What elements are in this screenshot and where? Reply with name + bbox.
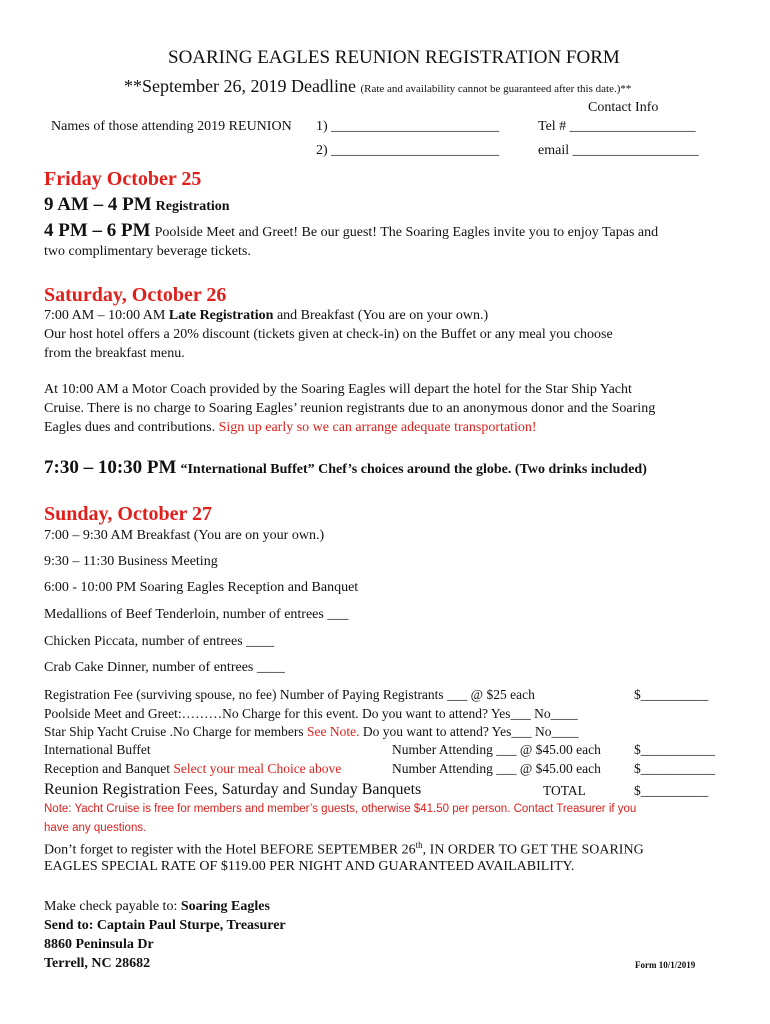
poolside-attend[interactable]: Poolside Meet and Greet:………No Charge for this event. Do you want to attend? Yes___ No____	[44, 706, 578, 721]
total-label: Reunion Registration Fees, Saturday and Sunday Banquets	[44, 781, 422, 798]
hotel-notice-sup: th	[415, 840, 423, 850]
coach-red: Sign up early so we can arrange adequate transportation!	[218, 420, 537, 435]
deadline-note: (Rate and availability cannot be guaranteed after this date.)**	[360, 83, 632, 95]
city-address: Terrell, NC 28682	[44, 956, 151, 971]
buffet-line	[44, 457, 647, 479]
hotel-notice-2: EAGLES SPECIAL RATE OF $119.00 PER NIGHT AND GUARANTEED AVAILABILITY.	[44, 859, 575, 874]
reception-line	[44, 761, 341, 777]
yacht-text: Star Ship Yacht Cruise .No Charge for members	[44, 724, 304, 739]
sunday-line-2: 9:30 – 11:30 Business Meeting	[44, 554, 218, 569]
meet-time: 4 PM – 6 PM	[44, 220, 151, 241]
beef-entrees[interactable]: Medallions of Beef Tenderloin, number of entrees ___	[44, 607, 349, 622]
email-field[interactable]: email __________________	[538, 143, 699, 158]
tel-field[interactable]: Tel # __________________	[538, 119, 696, 134]
reg-time: 9 AM – 4 PM	[44, 194, 152, 215]
form-title: SOARING EAGLES REUNION REGISTRATION FORM	[168, 47, 620, 68]
name1-field[interactable]: 1) ________________________	[316, 119, 500, 134]
reg-label: Registration	[155, 199, 230, 214]
send-to: Send to: Captain Paul Sturpe, Treasurer	[44, 918, 286, 933]
crab-entrees[interactable]: Crab Cake Dinner, number of entrees ____	[44, 660, 285, 675]
coach-1: At 10:00 AM a Motor Coach provided by the Soaring Eagles will depart the hotel for the Star Ship Yacht	[44, 382, 632, 397]
name2-field[interactable]: 2) ________________________	[316, 143, 500, 158]
late-time: 7:00 AM – 10:00 AM	[44, 308, 166, 323]
yacht-attend[interactable]	[44, 724, 578, 740]
yacht-note-1: Note: Yacht Cruise is free for members and member’s guests, otherwise $41.50 per person. Contact Treasurer if you	[44, 803, 637, 815]
deadline-line	[124, 76, 631, 97]
meet-text-2: two complimentary beverage tickets.	[44, 244, 251, 259]
buffet-time: 7:30 – 10:30 PM	[44, 457, 177, 478]
payable-name: Soaring Eagles	[180, 899, 270, 914]
friday-heading: Friday October 25	[44, 168, 202, 190]
payable-line	[44, 899, 270, 915]
sunday-line-1: 7:00 – 9:30 AM Breakfast (You are on your own.)	[44, 528, 325, 543]
reception-meal-note: Select your meal Choice above	[173, 761, 342, 776]
sunday-line-3: 6:00 - 10:00 PM Soaring Eagles Reception and Banquet	[44, 580, 359, 595]
hotel-discount-1: Our host hotel offers a 20% discount (tickets given at check-in) on the Buffet or any meal you choose	[44, 327, 613, 342]
total-word: TOTAL	[543, 783, 586, 798]
form-id: Form 10/1/2019	[635, 960, 696, 970]
coach-3	[44, 420, 537, 436]
late-registration	[44, 308, 488, 324]
yacht-see-note: See Note.	[306, 724, 360, 739]
payable-label: Make check payable to:	[44, 899, 178, 914]
intl-buffet-amount[interactable]: $___________	[634, 742, 715, 757]
reception-amount[interactable]: $___________	[634, 761, 715, 776]
hotel-notice-1	[44, 840, 644, 859]
saturday-heading: Saturday, October 26	[44, 284, 227, 306]
street-address: 8860 Peninsula Dr	[44, 937, 154, 952]
registration-fee-amount[interactable]: $__________	[634, 687, 709, 702]
yacht-note-2: have any questions.	[44, 822, 147, 834]
buffet-text: “International Buffet” Chef’s choices around the globe. (Two drinks included)	[180, 462, 647, 477]
chicken-entrees[interactable]: Chicken Piccata, number of entrees ____	[44, 634, 275, 649]
hotel-discount-2: from the breakfast menu.	[44, 346, 185, 361]
intl-buffet-label: International Buffet	[44, 742, 151, 757]
sunday-heading: Sunday, October 27	[44, 503, 212, 525]
coach-3-text: Eagles dues and contributions.	[44, 420, 216, 435]
names-label: Names of those attending 2019 REUNION	[51, 119, 292, 134]
total-amount[interactable]: $__________	[634, 783, 709, 798]
registration-fee[interactable]: Registration Fee (surviving spouse, no fee) Number of Paying Registrants ___ @ $25 each	[44, 687, 535, 702]
late-bold: Late Registration	[168, 308, 274, 323]
hotel-notice-1b: , IN ORDER TO GET THE SOARING	[422, 842, 644, 858]
coach-2: Cruise. There is no charge to Soaring Eagles’ reunion registrants due to an anonymous donor and the Soaring	[44, 401, 656, 416]
reception-number[interactable]: Number Attending ___ @ $45.00 each	[392, 761, 601, 776]
contact-info-label: Contact Info	[588, 100, 659, 115]
meet-text: Poolside Meet and Greet! Be our guest! The Soaring Eagles invite you to enjoy Tapas and	[154, 225, 659, 240]
deadline: **September 26, 2019 Deadline	[124, 76, 356, 96]
late-rest: and Breakfast (You are on your own.)	[276, 308, 489, 323]
friday-meet	[44, 220, 658, 242]
yacht-question: Do you want to attend? Yes___ No____	[362, 724, 579, 739]
friday-registration	[44, 194, 230, 216]
intl-buffet-number[interactable]: Number Attending ___ @ $45.00 each	[392, 742, 601, 757]
hotel-notice-1a: Don’t forget to register with the Hotel BEFORE SEPTEMBER 26	[44, 842, 416, 858]
reception-label: Reception and Banquet	[44, 761, 170, 776]
